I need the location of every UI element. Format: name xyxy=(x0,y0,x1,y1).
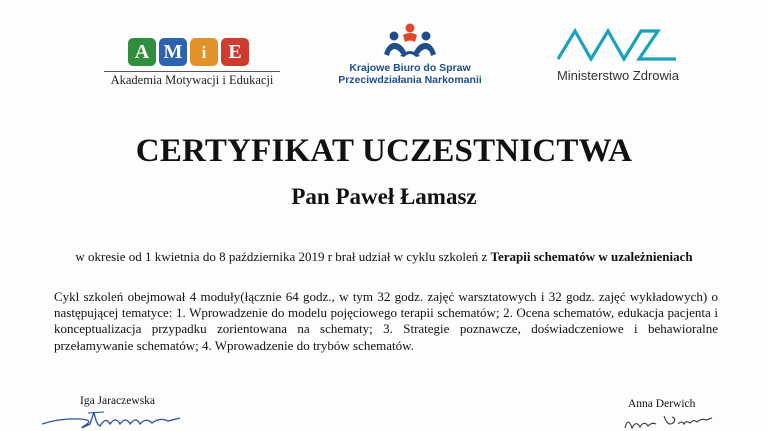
signature-left-image xyxy=(40,404,200,431)
kbpn-emblem-icon xyxy=(380,22,440,58)
amie-divider xyxy=(104,71,280,72)
kbpn-name-line1: Krajowe Biuro do Spraw xyxy=(349,62,471,74)
signer-left-name: Iga Jaraczewska xyxy=(80,395,156,407)
statement-text: w okresie od 1 kwietnia do 8 października 2019 r brał udział w cyklu szkoleń z xyxy=(75,249,491,264)
training-topic: Terapii schematów w uzależnieniach xyxy=(490,249,693,264)
signer-right-name: Anna Derwich xyxy=(628,398,696,410)
mz-logo xyxy=(548,26,688,86)
kbpn-name-line2: Przeciwdziałania Narkomanii xyxy=(338,74,482,86)
logo-bar xyxy=(0,0,768,100)
amie-tile: M xyxy=(159,38,187,66)
mz-name: Ministerstwo Zdrowia xyxy=(556,68,680,83)
amie-tile: i xyxy=(190,38,218,66)
participation-statement xyxy=(60,249,708,265)
course-description: Cykl szkoleń obejmował 4 moduły(łącznie 64 godz., w tym 32 godz. zajęć warsztatowych i 32 godz. zajęć wykładowych) o następującej tematyce: 1. Wprowadzenie do modelu pojęciowego terapii schematów; 2. Ocena schematów, edukacja pacjenta i konceptualizacja przypadku zorientowana na schematy; 3. Strategie poznawcze, doświadczeniowe i behawioralne przełamywanie schematów; 4. Wprowadzenie do trybów schematów. xyxy=(54,289,718,353)
amie-letter-tiles xyxy=(128,38,249,66)
recipient-name: Pan Paweł Łamasz xyxy=(291,184,477,209)
amie-name: Akademia Motywacji i Edukacji xyxy=(110,73,274,87)
signature-right-image xyxy=(622,410,718,431)
amie-tile: A xyxy=(128,38,156,66)
amie-tile: E xyxy=(221,38,249,66)
mz-zigzag-icon xyxy=(555,26,679,64)
kbpn-name xyxy=(330,62,490,86)
kbpn-logo xyxy=(330,22,490,92)
certificate-title: CERTYFIKAT UCZESTNICTWA xyxy=(135,133,633,169)
